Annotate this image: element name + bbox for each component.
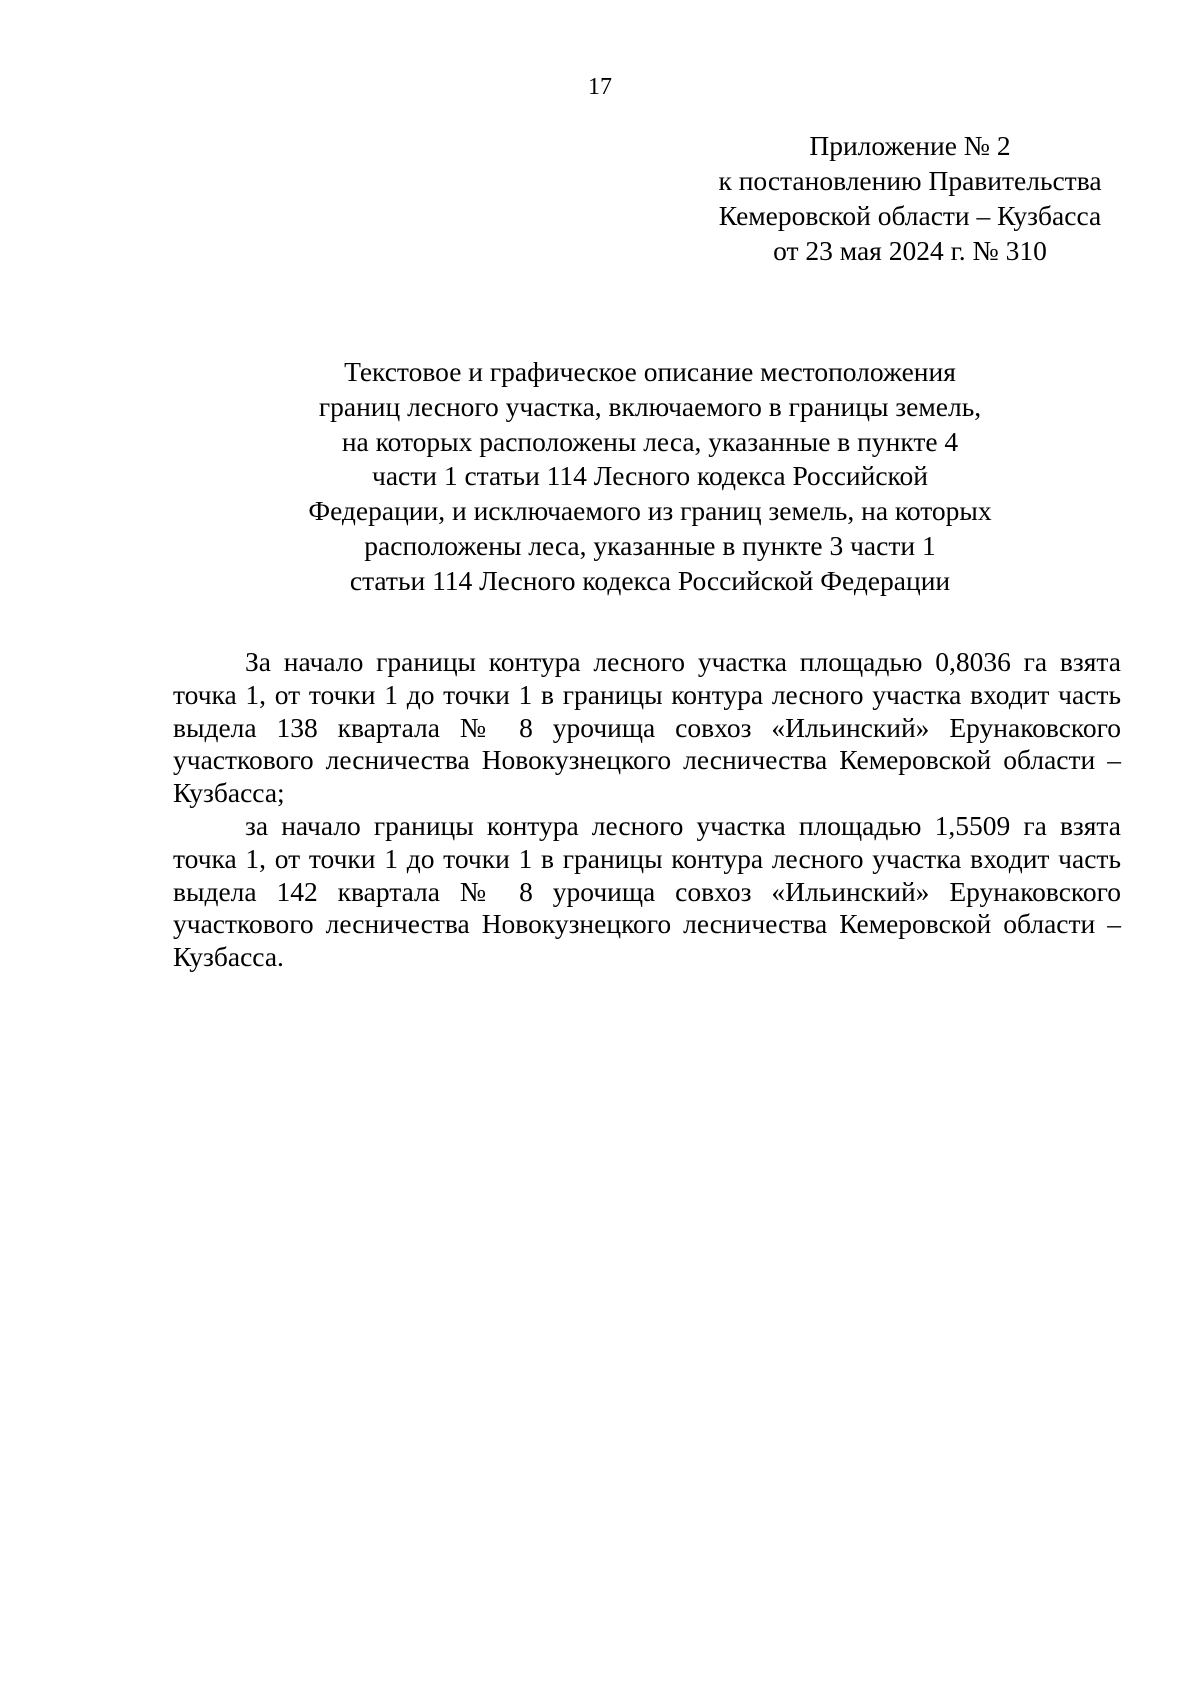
appendix-line-1: Приложение № 2 <box>809 130 1011 161</box>
title-line: части 1 статьи 114 Лесного кодекса Российской <box>372 460 928 492</box>
appendix-line-2: к постановлению Правительства <box>718 165 1102 196</box>
title-line: Текстовое и графическое описание местоположения <box>344 356 956 387</box>
title-line: на которых расположены леса, указанные в пункте 4 <box>341 425 959 457</box>
title-line: статьи 114 Лесного кодекса Российской Федерации <box>349 564 951 596</box>
appendix-line-4: от 23 мая 2024 г. № 310 <box>773 235 1047 266</box>
document-title <box>175 355 1125 599</box>
body-paragraph: за начало границы контура лесного участка площадью 1,5509 га взята точка 1, от точки 1 до точки 1 в границы контура лесного участка входит часть выдела 142 квартала № 8 урочища совхоз «Ильинский» Ерунаковского участкового лесничества Новокузнецкого лесничества Кемеровской области – Кузбасса. <box>173 809 1121 973</box>
title-line: расположены леса, указанные в пункте 3 части 1 <box>364 529 936 561</box>
page-number: 17 <box>588 74 612 100</box>
body-paragraph: За начало границы контура лесного участка площадью 0,8036 га взята точка 1, от точки 1 до точки 1 в границы контура лесного участка входит часть выдела 138 квартала № 8 урочища совхоз «Ильинский» Ерунаковского участкового лесничества Новокузнецкого лесничества Кемеровской области – Кузбасса; <box>173 646 1121 809</box>
document-body <box>173 646 1121 974</box>
title-line: Федерации, и исключаемого из границ земель, на которых <box>308 495 992 527</box>
title-line: границ лесного участка, включаемого в границы земель, <box>318 390 982 422</box>
appendix-header <box>690 128 1130 268</box>
appendix-line-3: Кемеровской области – Кузбасса <box>718 200 1102 231</box>
